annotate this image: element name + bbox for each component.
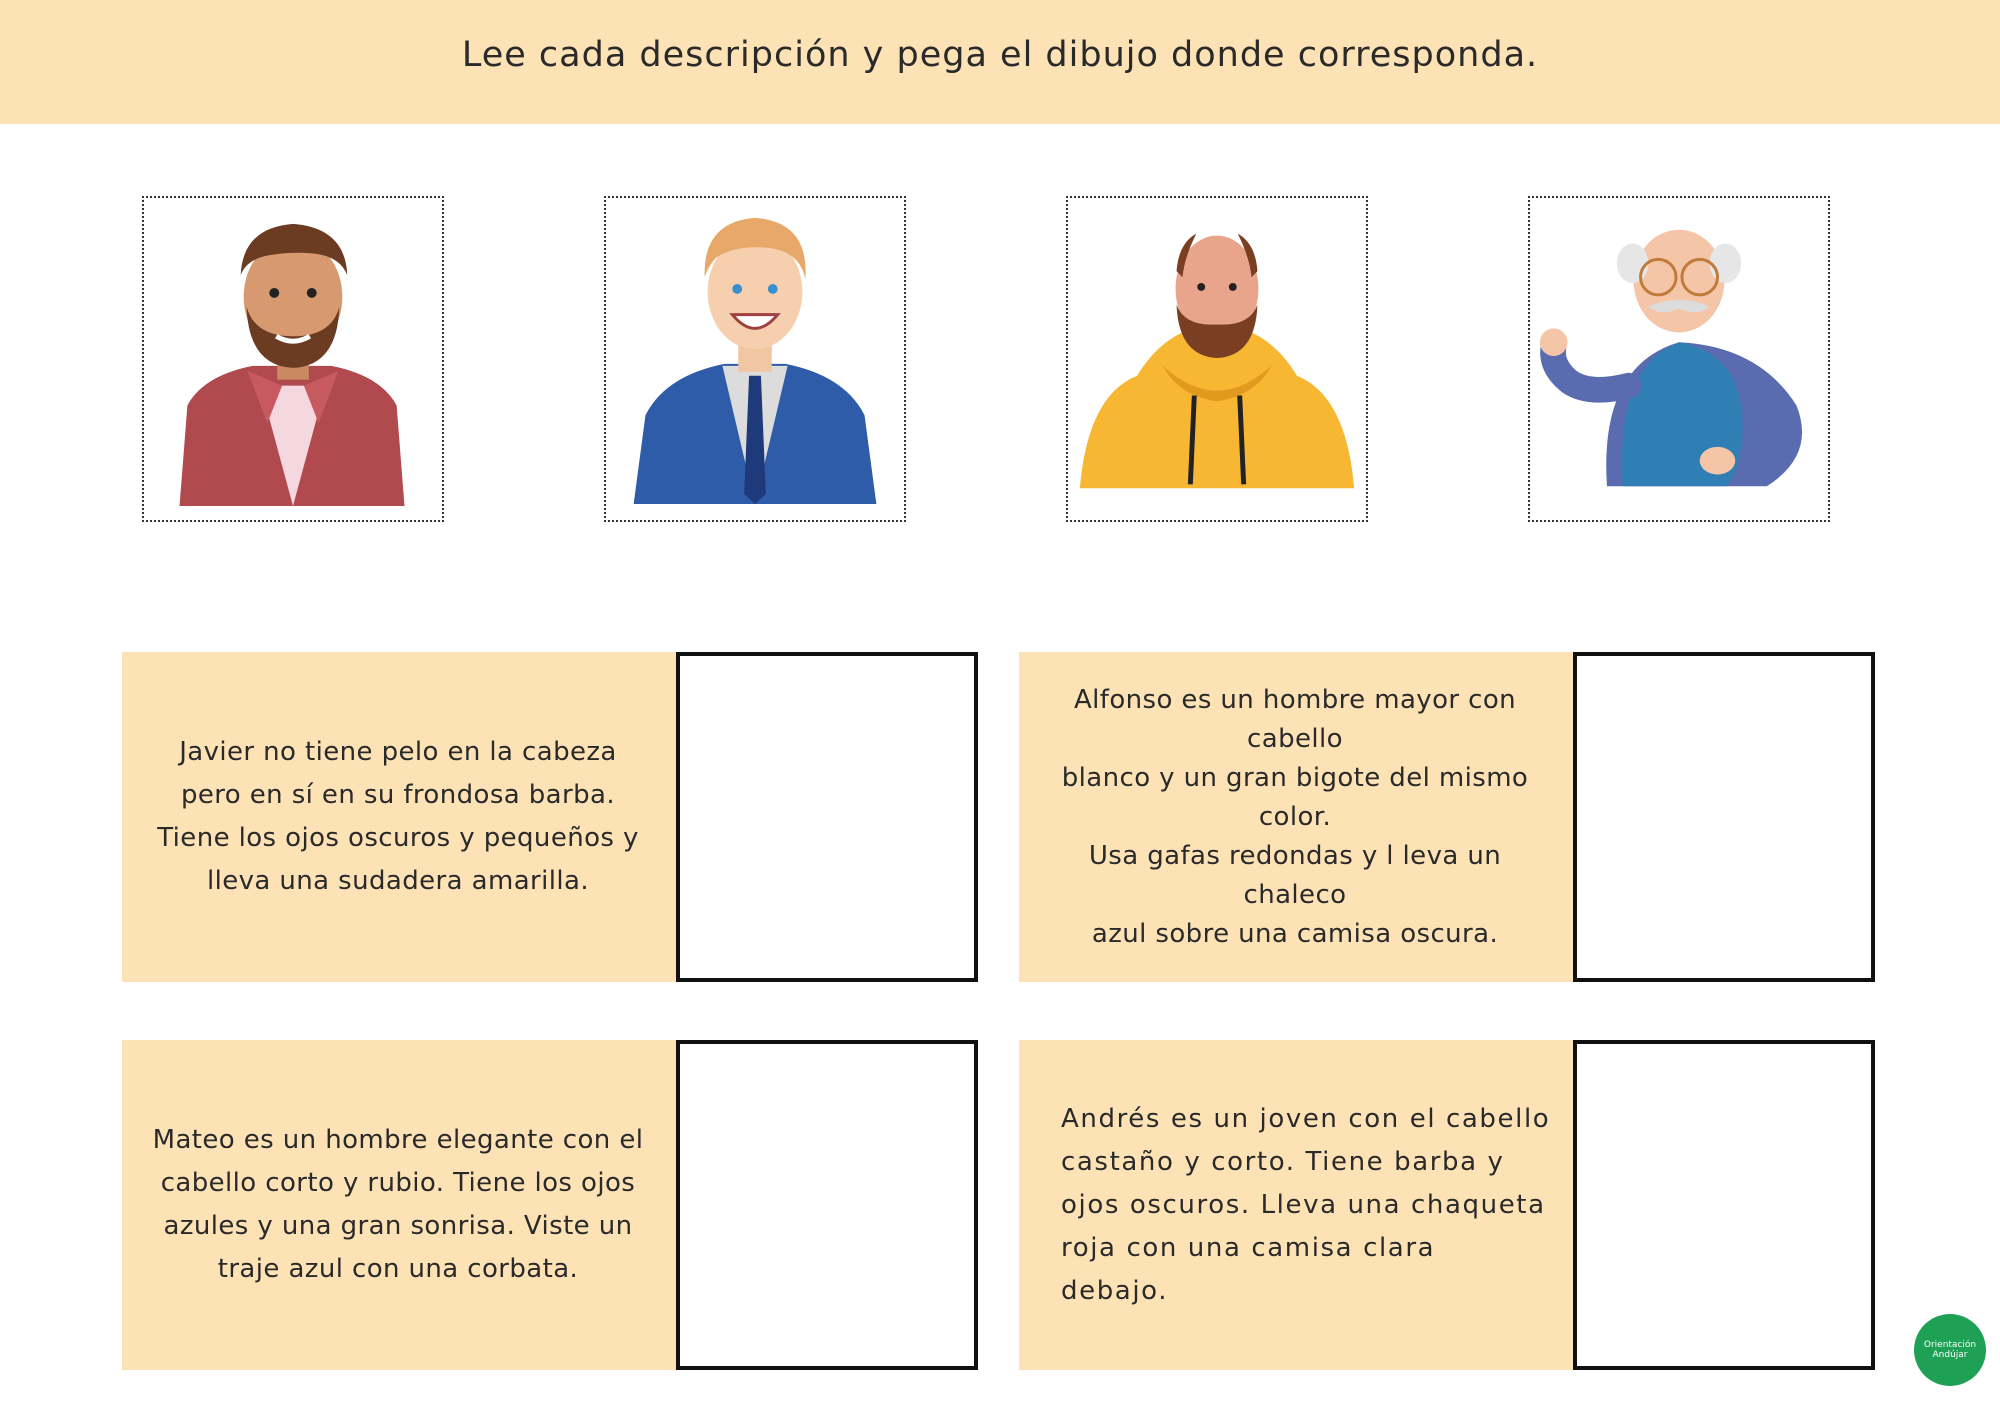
description-card-1 — [122, 652, 978, 982]
old-man-glasses-mustache-icon — [1530, 198, 1828, 520]
instruction-text: Lee cada descripción y pega el dibujo donde corresponda. — [461, 35, 1539, 75]
logo-text: Orientación Andújar — [1923, 1340, 1977, 1360]
description-card-2 — [1019, 652, 1875, 982]
description-text: Andrés es un joven con el cabello castaño y corto. Tiene barba y ojos oscuros. Lleva una chaqueta roja con una camisa clara debajo. — [1061, 1103, 1551, 1306]
portrait-card-3[interactable] — [1066, 196, 1368, 522]
description-card-3 — [122, 1040, 978, 1370]
paste-box[interactable] — [1573, 652, 1875, 982]
portrait-card-1[interactable] — [142, 196, 444, 522]
header-banner — [0, 0, 2000, 124]
blond-man-blue-suit-icon — [606, 198, 904, 520]
description-text: Alfonso es un hombre mayor con cabello blanco y un gran bigote del mismo color. Usa gafas redondas y l leva un chaleco azul sobre una camisa oscura. — [1061, 684, 1529, 949]
description-text: Mateo es un hombre elegante con el cabello corto y rubio. Tiene los ojos azules y una gran sonrisa. Viste un traje azul con una corbata. — [152, 1125, 644, 1284]
paste-box[interactable] — [676, 1040, 978, 1370]
description-card-4 — [1019, 1040, 1875, 1370]
portrait-card-4[interactable] — [1528, 196, 1830, 522]
man-brown-beard-red-jacket-icon — [144, 198, 442, 520]
logo — [1914, 1314, 1986, 1386]
bald-man-beard-yellow-hoodie-icon — [1068, 198, 1366, 520]
portrait-card-2[interactable] — [604, 196, 906, 522]
description-text: Javier no tiene pelo en la cabeza pero en sí en su frondosa barba. Tiene los ojos oscuros y pequeños y lleva una sudadera amarilla. — [157, 737, 639, 896]
paste-box[interactable] — [676, 652, 978, 982]
paste-box[interactable] — [1573, 1040, 1875, 1370]
